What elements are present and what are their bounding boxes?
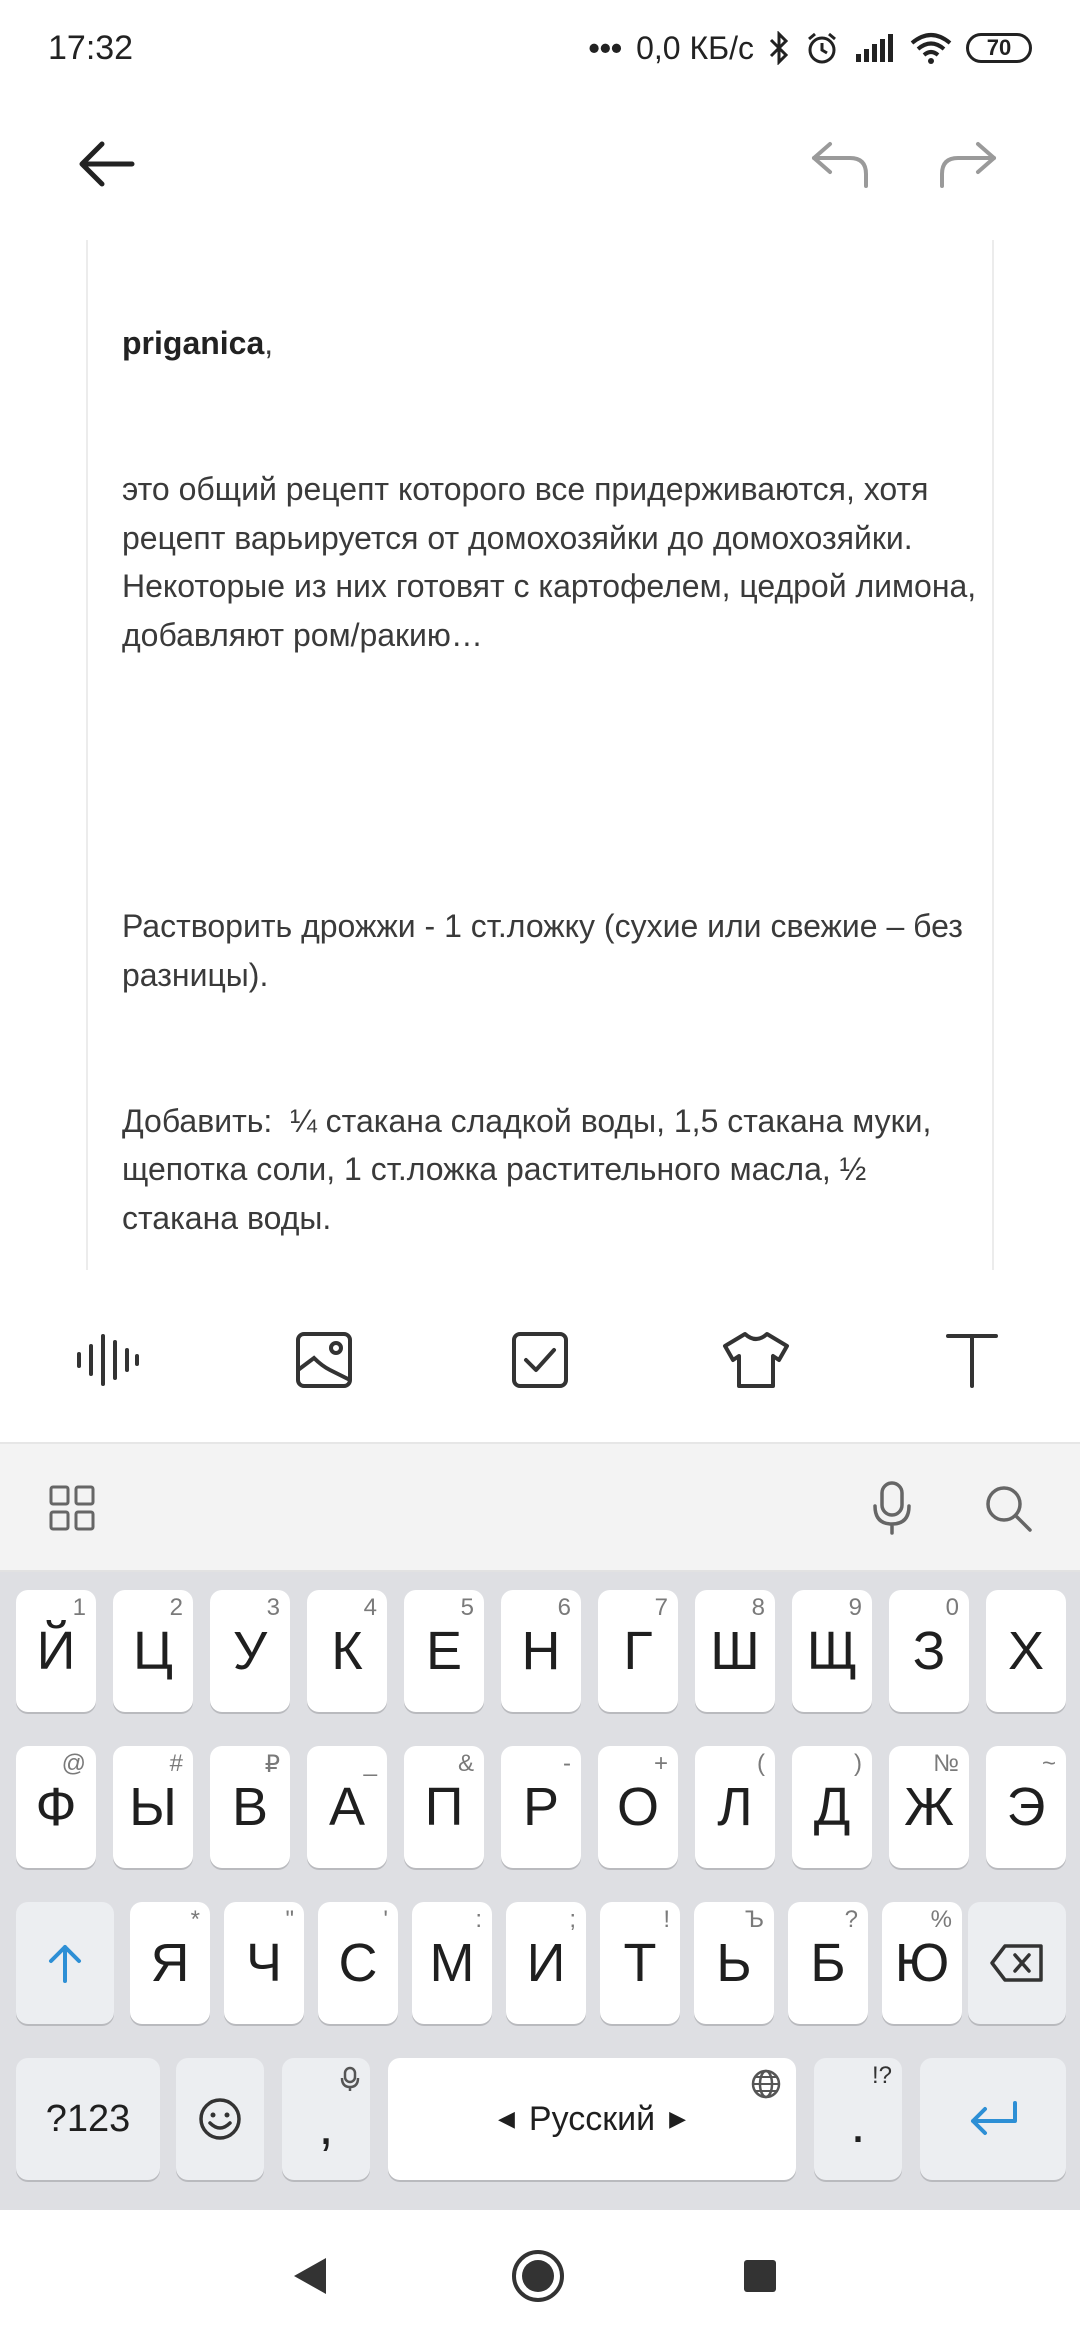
chevron-left-icon: ◀ <box>498 2106 515 2131</box>
shift-key[interactable] <box>16 1902 114 2024</box>
text-format-button[interactable] <box>932 1320 1012 1400</box>
key-д[interactable]: Д ) <box>792 1746 872 1868</box>
key-й[interactable]: Й 1 <box>16 1590 96 1712</box>
globe-icon <box>750 2068 782 2100</box>
alarm-icon <box>804 30 840 66</box>
keyboard-search-button[interactable] <box>978 1478 1038 1538</box>
key-ш[interactable]: Ш 8 <box>695 1590 775 1712</box>
battery-icon: 70 <box>966 33 1032 63</box>
key-ц[interactable]: Ц 2 <box>113 1590 193 1712</box>
key-ы[interactable]: Ы # <box>113 1746 193 1868</box>
text-format-icon <box>944 1330 1000 1390</box>
navigation-bar <box>0 2210 1080 2340</box>
chevron-right-icon: ▶ <box>669 2106 686 2131</box>
backspace-key[interactable] <box>968 1902 1066 2024</box>
checkbox-icon <box>510 1330 570 1390</box>
theme-button[interactable] <box>716 1320 796 1400</box>
key-ю[interactable]: Ю % <box>882 1902 962 2024</box>
undo-icon <box>806 136 876 192</box>
keyboard <box>0 1442 1080 2210</box>
insert-image-button[interactable] <box>284 1320 364 1400</box>
note-editor[interactable] <box>86 240 994 1270</box>
signal-icon <box>854 32 896 64</box>
image-icon <box>294 1330 354 1390</box>
space-language-label: Русский <box>528 2099 656 2138</box>
nav-back-icon <box>290 2254 330 2298</box>
mic-hint-icon <box>340 2066 360 2092</box>
microphone-icon <box>870 1480 914 1536</box>
nav-home-button[interactable] <box>506 2244 570 2308</box>
key-х[interactable]: Х <box>986 1590 1066 1712</box>
keyboard-menu-button[interactable] <box>42 1478 102 1538</box>
wifi-icon <box>910 31 952 65</box>
audio-wave-icon <box>73 1332 143 1388</box>
key-ч[interactable]: Ч " <box>224 1902 304 2024</box>
key-и[interactable]: И ; <box>506 1902 586 2024</box>
note-paragraph: Добавить: ¼ стакана сладкой воды, 1,5 стакана муки, щепотка соли, 1 ст.ложка растительного масла, ½ стакана воды. <box>122 1102 941 1236</box>
period-key[interactable]: . !? <box>814 2058 902 2180</box>
nav-recents-button[interactable] <box>728 2244 792 2308</box>
bluetooth-icon <box>768 31 790 65</box>
key-з[interactable]: З 0 <box>889 1590 969 1712</box>
note-text[interactable] <box>122 240 986 1270</box>
arrow-left-icon <box>72 134 142 194</box>
key-щ[interactable]: Щ 9 <box>792 1590 872 1712</box>
network-speed: 0,0 КБ/с <box>636 29 754 66</box>
back-button[interactable] <box>72 134 142 194</box>
emoji-icon <box>197 2096 243 2142</box>
key-р[interactable]: Р - <box>501 1746 581 1868</box>
key-у[interactable]: У 3 <box>210 1590 290 1712</box>
key-б[interactable]: Б ? <box>788 1902 868 2024</box>
key-н[interactable]: Н 6 <box>501 1590 581 1712</box>
app-header <box>0 96 1080 240</box>
note-paragraph: Растворить дрожжи - 1 ст.ложку (сухие или свежие – без разницы). <box>122 908 972 993</box>
note-heading-fragment: priganica, <box>122 325 274 362</box>
key-г[interactable]: Г 7 <box>598 1590 678 1712</box>
space-key[interactable] <box>388 2058 796 2180</box>
tshirt-icon <box>721 1330 791 1390</box>
key-с[interactable]: С ' <box>318 1902 398 2024</box>
status-bar <box>0 0 1080 96</box>
key-ф[interactable]: Ф @ <box>16 1746 96 1868</box>
redo-icon <box>932 136 1002 192</box>
nav-recents-icon <box>740 2256 780 2296</box>
editor-toolbar <box>0 1290 1080 1440</box>
grid-icon <box>49 1485 95 1531</box>
note-paragraph <box>122 757 982 806</box>
key-к[interactable]: К 4 <box>307 1590 387 1712</box>
key-в[interactable]: В ₽ <box>210 1746 290 1868</box>
nav-home-icon <box>510 2248 566 2304</box>
backspace-icon <box>989 1943 1045 1983</box>
key-т[interactable]: Т ! <box>600 1902 680 2024</box>
shift-arrow-icon <box>45 1941 85 1985</box>
nav-back-button[interactable] <box>278 2244 342 2308</box>
key-э[interactable]: Э ~ <box>986 1746 1066 1868</box>
symbols-key[interactable]: ?123 <box>16 2058 160 2180</box>
emoji-key[interactable] <box>176 2058 264 2180</box>
key-ж[interactable]: Ж № <box>889 1746 969 1868</box>
key-м[interactable]: М : <box>412 1902 492 2024</box>
note-paragraph: это общий рецепт которого все придерживаются, хотя рецепт варьируется от домохозяйки до домохозяйки. Некоторые из них готовят с картофелем, цедрой лимона, добавляют ром/ракию… <box>122 470 986 653</box>
redo-button[interactable] <box>932 136 1002 192</box>
key-я[interactable]: Я * <box>130 1902 210 2024</box>
keyboard-suggestion-bar <box>0 1444 1080 1572</box>
status-icons <box>588 30 1032 67</box>
status-time: 17:32 <box>48 28 134 67</box>
voice-note-button[interactable] <box>68 1320 148 1400</box>
key-е[interactable]: Е 5 <box>404 1590 484 1712</box>
checklist-button[interactable] <box>500 1320 580 1400</box>
key-ь[interactable]: Ь Ъ <box>694 1902 774 2024</box>
undo-button[interactable] <box>806 136 876 192</box>
voice-input-button[interactable] <box>862 1478 922 1538</box>
enter-key[interactable] <box>920 2058 1066 2180</box>
key-о[interactable]: О + <box>598 1746 678 1868</box>
key-п[interactable]: П & <box>404 1746 484 1868</box>
comma-key[interactable]: , <box>282 2058 370 2180</box>
key-л[interactable]: Л ( <box>695 1746 775 1868</box>
enter-icon <box>965 2099 1021 2139</box>
search-icon <box>983 1483 1033 1533</box>
more-dots-icon: ••• <box>588 29 623 66</box>
key-а[interactable]: А _ <box>307 1746 387 1868</box>
